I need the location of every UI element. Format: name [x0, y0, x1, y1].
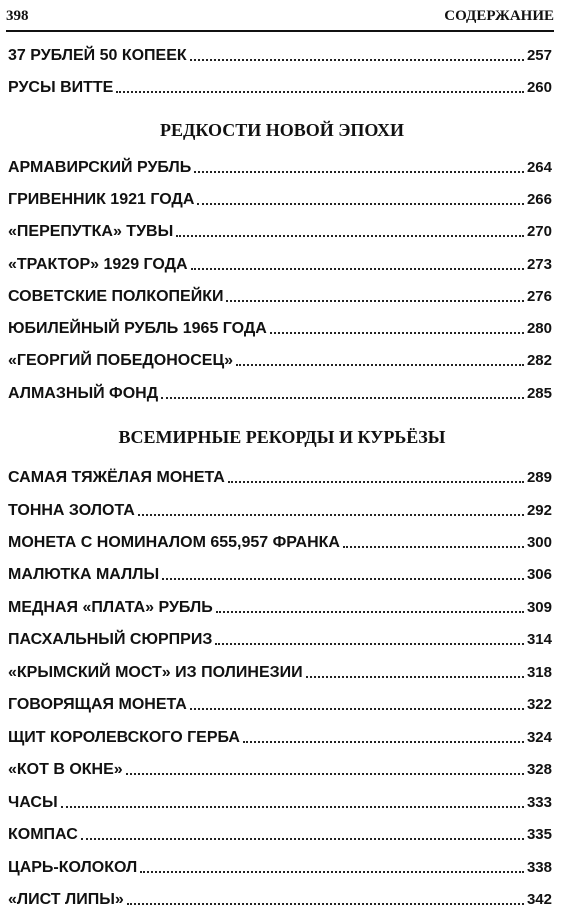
toc-entry-page: 285 — [526, 385, 552, 402]
page-number: 398 — [6, 8, 29, 24]
toc-entry-title: ТОННА ЗОЛОТА — [8, 502, 135, 519]
dot-leader — [162, 577, 524, 580]
toc-entry-page: 306 — [526, 566, 552, 583]
toc-entry[interactable] — [8, 884, 552, 910]
toc-entry-title: ГРИВЕННИК 1921 ГОДА — [8, 191, 195, 208]
section-heading: ВСЕМИРНЫЕ РЕКОРДЫ И КУРЬЁЗЫ — [118, 427, 446, 447]
toc-entry[interactable] — [8, 152, 552, 178]
toc-entry-title: ЦАРЬ-КОЛОКОЛ — [8, 859, 138, 876]
toc-entry-title: «ЛИСТ ЛИПЫ» — [8, 891, 124, 908]
running-title: СОДЕРЖАНИЕ — [444, 8, 554, 24]
toc-entry[interactable] — [8, 624, 552, 650]
toc-entry[interactable] — [8, 787, 552, 813]
dot-leader — [306, 675, 524, 678]
toc-entry-page: 322 — [526, 696, 552, 713]
toc-entry[interactable] — [8, 72, 552, 98]
toc-entry-page: 260 — [526, 79, 552, 96]
toc-entry[interactable] — [8, 559, 552, 585]
toc-entry-page: 309 — [526, 599, 552, 616]
toc-entry-title: «ТРАКТОР» 1929 ГОДА — [8, 256, 188, 273]
toc-entry-page: 338 — [526, 859, 552, 876]
toc-entry-page: 335 — [526, 826, 552, 843]
dot-leader — [190, 58, 524, 61]
dot-leader — [216, 610, 524, 613]
toc-entry-title: «ПЕРЕПУТКА» ТУВЫ — [8, 223, 174, 240]
dot-leader — [343, 545, 524, 548]
toc-entry[interactable] — [8, 689, 552, 715]
dot-leader — [191, 267, 524, 270]
toc-entry[interactable] — [8, 819, 552, 845]
toc-entry[interactable] — [8, 852, 552, 878]
toc-entry-page: 342 — [526, 891, 552, 908]
dot-leader — [126, 772, 524, 775]
dot-leader — [81, 837, 524, 840]
toc-entry[interactable] — [8, 345, 552, 371]
toc-entry-title: РУСЫ ВИТТЕ — [8, 79, 114, 96]
toc-entry[interactable] — [8, 378, 552, 404]
dot-leader — [138, 513, 524, 516]
toc-entry-title: МОНЕТА С НОМИНАЛОМ 655,957 ФРАНКА — [8, 534, 340, 551]
dot-leader — [140, 870, 524, 873]
toc-entry-title: МАЛЮТКА МАЛЛЫ — [8, 566, 160, 583]
dot-leader — [270, 331, 524, 334]
toc-entry-title: ГОВОРЯЩАЯ МОНЕТА — [8, 696, 187, 713]
toc-entry-title: АРМАВИРСКИЙ РУБЛЬ — [8, 159, 192, 176]
toc-entry-title: САМАЯ ТЯЖЁЛАЯ МОНЕТА — [8, 469, 225, 486]
toc-entry-title: МЕДНАЯ «ПЛАТА» РУБЛЬ — [8, 599, 213, 616]
toc-entry[interactable] — [8, 495, 552, 521]
toc-entry-title: КОМПАС — [8, 826, 78, 843]
dot-leader — [236, 363, 524, 366]
dot-leader — [197, 202, 524, 205]
toc-entry[interactable] — [8, 527, 552, 553]
toc-entry[interactable] — [8, 216, 552, 242]
dot-leader — [228, 480, 524, 483]
toc-entry-page: 264 — [526, 159, 552, 176]
toc-entry-title: ЧАСЫ — [8, 794, 58, 811]
toc-entry-page: 289 — [526, 469, 552, 486]
toc-entry-page: 280 — [526, 320, 552, 337]
toc-entry-title: АЛМАЗНЫЙ ФОНД — [8, 385, 159, 402]
toc-entry-page: 273 — [526, 256, 552, 273]
section-heading: РЕДКОСТИ НОВОЙ ЭПОХИ — [159, 120, 405, 140]
toc-entry-page: 276 — [526, 288, 552, 305]
dot-leader — [116, 90, 524, 93]
toc-entry[interactable] — [8, 40, 552, 66]
toc-entry-page: 257 — [526, 47, 552, 64]
toc-entry[interactable] — [8, 722, 552, 748]
toc-entry-title: «ГЕОРГИЙ ПОБЕДОНОСЕЦ» — [8, 352, 234, 369]
dot-leader — [190, 707, 524, 710]
toc-entry-page: 266 — [526, 191, 552, 208]
toc-entry-page: 318 — [526, 664, 552, 681]
dot-leader — [243, 740, 524, 743]
toc-entry-title: 37 РУБЛЕЙ 50 КОПЕЕК — [8, 47, 187, 64]
toc-entry-page: 333 — [526, 794, 552, 811]
toc-entry[interactable] — [8, 249, 552, 275]
dot-leader — [215, 642, 524, 645]
toc-entry[interactable] — [8, 657, 552, 683]
toc-entry-title: «КРЫМСКИЙ МОСТ» ИЗ ПОЛИНЕЗИИ — [8, 664, 303, 681]
toc-entry[interactable] — [8, 754, 552, 780]
dot-leader — [127, 902, 524, 905]
toc-entry-page: 328 — [526, 761, 552, 778]
toc-entry-title: ЩИТ КОРОЛЕВСКОГО ГЕРБА — [8, 729, 240, 746]
dot-leader — [226, 299, 524, 302]
toc-entry[interactable] — [8, 313, 552, 339]
dot-leader — [161, 396, 524, 399]
toc-entry-title: СОВЕТСКИЕ ПОЛКОПЕЙКИ — [8, 288, 224, 305]
toc-entry[interactable] — [8, 592, 552, 618]
toc-entry-title: «КОТ В ОКНЕ» — [8, 761, 123, 778]
dot-leader — [194, 170, 524, 173]
toc-entry[interactable] — [8, 184, 552, 210]
toc-entry-page: 300 — [526, 534, 552, 551]
toc-entry-page: 324 — [526, 729, 552, 746]
toc-entry-page: 282 — [526, 352, 552, 369]
toc-entry-page: 292 — [526, 502, 552, 519]
toc-entry-page: 270 — [526, 223, 552, 240]
toc-entry[interactable] — [8, 462, 552, 488]
toc-entry-title: ПАСХАЛЬНЫЙ СЮРПРИЗ — [8, 631, 213, 648]
dot-leader — [61, 805, 524, 808]
toc-entry-title: ЮБИЛЕЙНЫЙ РУБЛЬ 1965 ГОДА — [8, 320, 267, 337]
toc-entry[interactable] — [8, 281, 552, 307]
dot-leader — [176, 234, 524, 237]
toc-entry-page: 314 — [526, 631, 552, 648]
running-header — [6, 6, 554, 32]
